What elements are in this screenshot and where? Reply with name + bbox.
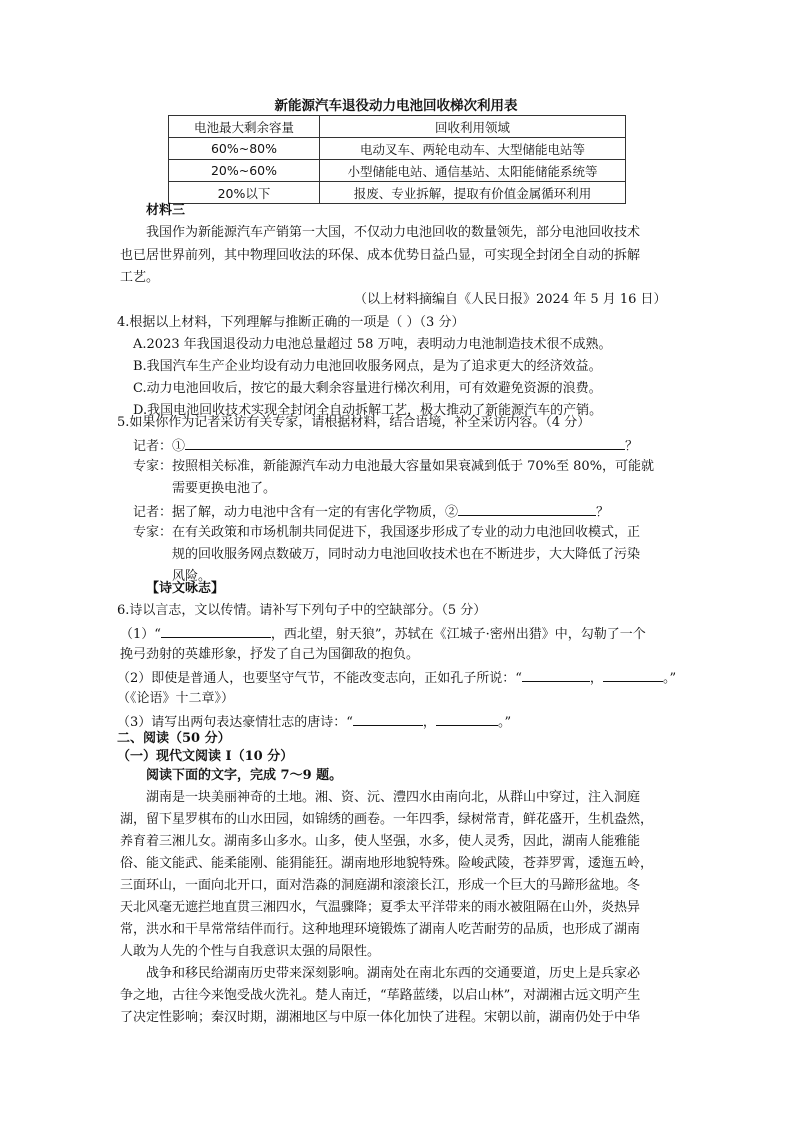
interview-expert-2-cont: 风险。 — [172, 569, 212, 584]
item-1-prefix: （1）“ — [120, 627, 161, 642]
answer-blank-2[interactable] — [458, 502, 596, 516]
question-6-item-1-cont: 挽弓劲射的英雄形象，抒发了自己为国御敌的抱负。 — [120, 647, 420, 662]
battery-recycling-table — [168, 115, 626, 204]
table-cell: 20%以下 — [169, 182, 320, 204]
reading-instruction: 阅读下面的文字，完成 7～9 题。 — [146, 768, 343, 783]
comma: ， — [422, 715, 436, 730]
question-4-option-c: C.动力电池回收后，按它的最大剩余容量进行梯次利用，可有效避免资源的浪费。 — [133, 381, 602, 396]
comma: ， — [589, 671, 603, 686]
table-cell: 20%~60% — [169, 160, 320, 182]
reading-paragraph: 常，洪水和干旱常常结伴而行。这种地理环境锻炼了湖南人吃苦耐劳的品质，也形成了湖南 — [120, 922, 641, 937]
item-2-prefix: （2）即使是普通人，也要坚守气节，不能改变志向，正如孔子所说：“ — [117, 671, 522, 686]
question-6-item-3 — [117, 712, 511, 731]
item-1-text: ，西北望，射天狼”，苏轼在《江城子·密州出猎》中，勾勒了一个 — [270, 627, 646, 642]
question-6-item-1 — [120, 624, 646, 643]
interview-reporter-2 — [133, 502, 609, 521]
item-3-end: 。” — [497, 715, 512, 730]
question-mark: ？ — [596, 505, 610, 520]
material3-heading: 材料三 — [146, 203, 186, 218]
question-6-stem: 6.诗以言志，文以传情。请补写下列句子中的空缺部分。（5 分） — [117, 603, 487, 618]
interview-reporter-1 — [133, 436, 638, 455]
table-row — [169, 182, 626, 204]
reading-paragraph: 了决定性影响；秦汉时期，湖湘地区与中原一体化加快了进程。宋朝以前，湖南仍处于中华 — [120, 1010, 641, 1025]
table-row — [169, 160, 626, 182]
section-heading: 二、阅读（50 分） — [117, 731, 231, 746]
reading-paragraph: 俗、能文能武、能柔能刚、能狷能狂。湖南地形地貌特殊。险峻武陵，苍莽罗霄，逶迤五岭， — [120, 856, 654, 871]
reading-paragraph: 湖南是一块美丽神奇的土地。湘、资、沅、澧四水由南向北，从群山中穿过，注入洞庭 — [146, 790, 641, 805]
reading-paragraph: 天北风毫无遮拦地直贯三湘四水，气温骤降；夏季太平洋带来的雨水被阻隔在山外，炎热异 — [120, 900, 641, 915]
material3-paragraph: 工艺。 — [120, 270, 160, 285]
answer-blank-6-3b[interactable] — [436, 712, 498, 726]
question-4-option-b: B.我国汽车生产企业均设有动力电池回收服务网点，是为了追求更大的经济效益。 — [133, 359, 602, 374]
table-header-capacity: 电池最大剩余容量 — [169, 116, 320, 138]
table-header-row — [169, 116, 626, 138]
answer-blank-6-2b[interactable] — [603, 668, 663, 682]
question-mark: ？ — [625, 439, 639, 454]
interview-expert-2-cont: 规的回收服务网点数破万，同时动力电池回收技术也在不断进步，大大降低了污染 — [172, 547, 641, 562]
table-row — [169, 138, 626, 160]
question-6-item-2-source: （《论语》十二章》） — [117, 691, 235, 706]
poetry-heading: 【诗文咏志】 — [146, 581, 225, 596]
reporter-2-label: 记者：据了解，动力电池中含有一定的有害化学物质，② — [133, 505, 459, 520]
reading-paragraph: 三面环山，一面向北开口，面对浩淼的洞庭湖和滚滚长江，形成一个巨大的马蹄形盆地。冬 — [120, 878, 641, 893]
material3-paragraph: 也已居世界前列，其中物理回收法的环保、成本优势日益凸显，可实现全封闭全自动的拆解 — [120, 248, 641, 263]
item-3-prefix: （3）请写出两句表达豪情壮志的唐诗：“ — [117, 715, 353, 730]
table-cell: 小型储能电站、通信基站、太阳能储能系统等 — [320, 160, 626, 182]
answer-blank-6-2a[interactable] — [522, 668, 590, 682]
reading-paragraph: 养育着三湘儿女。湖南多山多水。山多，使人坚强，水多，使人灵秀，因此，湖南人能雅能 — [120, 834, 641, 849]
subsection-heading: （一）现代文阅读 I（10 分） — [117, 749, 294, 764]
material3-paragraph: 我国作为新能源汽车产销第一大国，不仅动力电池回收的数量领先，部分电池回收技术 — [146, 225, 641, 240]
question-4-option-a: A.2023 年我国退役动力电池总量超过 58 万吨，表明动力电池制造技术很不成熟。 — [133, 337, 612, 352]
question-4-option-d: D.我国电池回收技术实现全封闭全自动拆解工艺，极大推动了新能源汽车的产销。 — [133, 403, 603, 418]
reading-paragraph: 争之地，古往今来饱受战火洗礼。楚人南迁，“荜路蓝缕，以启山林”，对湖湘古远文明产生 — [120, 988, 641, 1003]
table-cell: 报废、专业拆解，提取有价值金属循环利用 — [320, 182, 626, 204]
item-2-end: 。” — [662, 671, 677, 686]
reading-paragraph: 湖，留下星罗棋布的山水田园，如锦绣的画卷。一年四季，绿树常青，鲜花盛开，生机盎然， — [120, 812, 654, 827]
question-6-item-2 — [117, 668, 676, 687]
interview-expert-2: 专家：在有关政策和市场机制共同促进下，我国逐步形成了专业的动力电池回收模式，正 — [133, 525, 641, 540]
reading-paragraph: 人敢为人先的个性与自我意识太强的局限性。 — [120, 944, 381, 959]
table-header-field: 回收利用领域 — [320, 116, 626, 138]
reporter-1-label: 记者：① — [133, 439, 186, 454]
material-source: （以上材料摘编自《人民日报》2024 年 5 月 16 日） — [354, 292, 667, 307]
interview-expert-1-cont: 需要更换电池了。 — [172, 481, 277, 496]
reading-paragraph: 战争和移民给湖南历史带来深刻影响。湖南处在南北东西的交通要道，历史上是兵家必 — [146, 966, 641, 981]
answer-blank-6-1[interactable] — [161, 624, 271, 638]
table-title: 新能源汽车退役动力电池回收梯次利用表 — [274, 98, 518, 114]
interview-expert-1: 专家：按照相关标准，新能源汽车动力电池最大容量如果衰减到低于 70%至 80%，可能就 — [133, 459, 655, 474]
question-5-stem: 5.如果你作为记者采访有关专家，请根据材料，结合语境，补全采访内容。（4 分） — [117, 415, 591, 430]
answer-blank-1[interactable] — [185, 436, 625, 450]
table-cell: 60%~80% — [169, 138, 320, 160]
answer-blank-6-3a[interactable] — [353, 712, 423, 726]
table-cell: 电动叉车、两轮电动车、大型储能电站等 — [320, 138, 626, 160]
question-4-stem: 4.根据以上材料，下列理解与推断正确的一项是（ ）（3 分） — [117, 315, 465, 330]
